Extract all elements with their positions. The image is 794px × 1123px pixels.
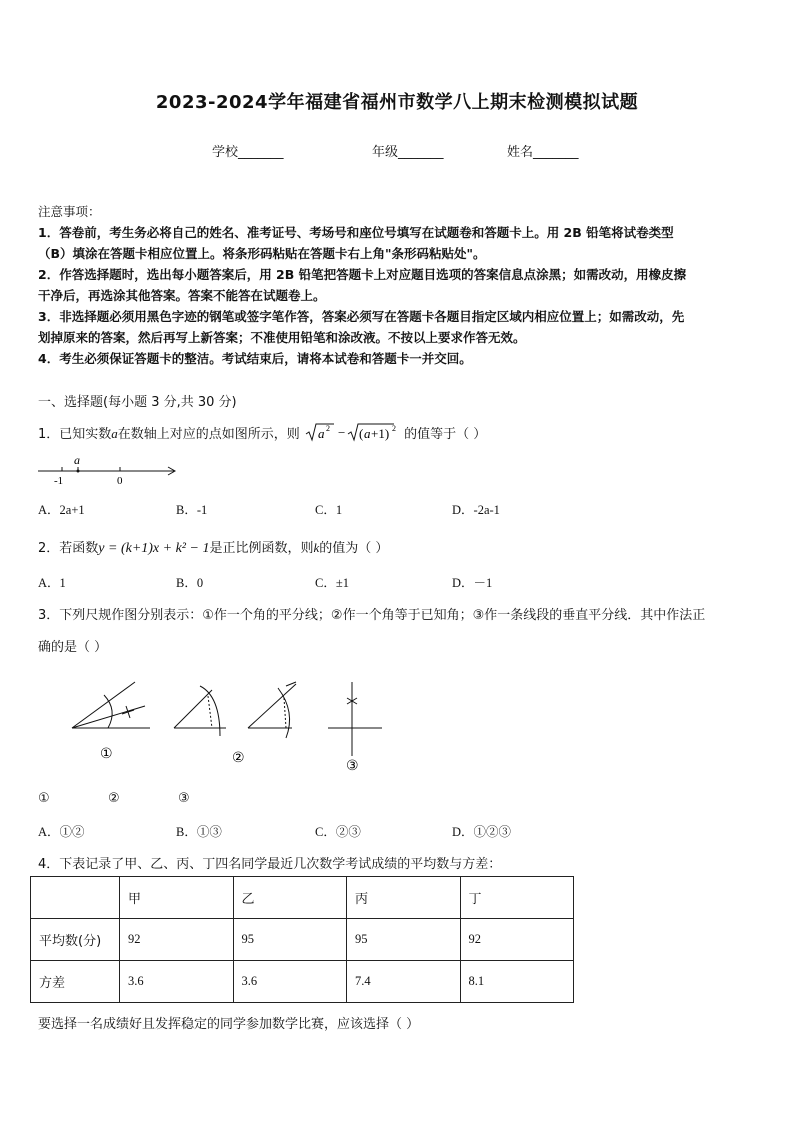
table-cell: 95 xyxy=(347,919,461,961)
table-cell: 3.6 xyxy=(233,961,347,1003)
grade-field: 年级_______ xyxy=(372,145,444,160)
svg-text:a: a xyxy=(363,426,371,441)
svg-text:+1): +1) xyxy=(370,426,390,441)
q1-prefix: 1．已知实数 xyxy=(38,427,112,442)
q1-option-c: C．1 xyxy=(315,503,343,517)
notice-line: 干净后，再选涂其他答案。答案不能答在试题卷上。 xyxy=(38,288,326,303)
q3-row-label-3: ③ xyxy=(178,791,190,806)
q3-row-label-1: ① xyxy=(38,791,50,806)
q1-suffix: 的值等于（ ） xyxy=(404,427,487,442)
point-a-label: a xyxy=(74,453,80,467)
table-header-cell: 乙 xyxy=(233,877,347,919)
table-row xyxy=(31,961,574,1003)
q2-option-d: D．－1 xyxy=(452,576,493,590)
q1-option-a: A．2a+1 xyxy=(38,503,85,517)
q2-var: k xyxy=(313,540,320,555)
q3-option-c: C．②③ xyxy=(315,825,361,839)
q2-option-c: C．±1 xyxy=(315,576,349,590)
table-header-cell: 丁 xyxy=(460,877,574,919)
table-cell: 7.4 xyxy=(347,961,461,1003)
construction-figures xyxy=(60,676,400,772)
table-cell: 3.6 xyxy=(120,961,234,1003)
q3-row-label-2: ② xyxy=(108,791,120,806)
svg-text:(: ( xyxy=(358,426,364,441)
figure-3-label: ③ xyxy=(346,758,359,772)
notice-line: 4．考生必须保证答题卡的整洁。考试结束后，请将本试卷和答题卡一并交回。 xyxy=(38,351,472,366)
table-cell: 8.1 xyxy=(460,961,574,1003)
school-field: 学校_______ xyxy=(212,145,284,160)
table-header-row xyxy=(31,877,574,919)
notice-line: 划掉原来的答案，然后再写上新答案；不准使用铅笔和涂改液。不按以上要求作答无效。 xyxy=(38,330,526,345)
notice-heading: 注意事项： xyxy=(38,204,101,219)
question-1 xyxy=(38,422,486,444)
name-field: 姓名_______ xyxy=(507,145,579,160)
q2-prefix: 2．若函数 xyxy=(38,541,99,556)
figure-perpendicular xyxy=(328,682,382,772)
svg-text:a: a xyxy=(317,426,325,441)
q3-option-a: A．①② xyxy=(38,825,85,839)
q2-formula: y = (k+1)x + k² − 1 xyxy=(98,541,210,556)
table-cell: 方差 xyxy=(31,961,120,1003)
q2-suffix: 的值为（ ） xyxy=(319,541,389,556)
q2-option-a: A．1 xyxy=(38,576,66,590)
question-4: 4．下表记录了甲、乙、丙、丁四名同学最近几次数学考试成绩的平均数与方差： xyxy=(38,857,502,872)
table-cell: 平均数(分) xyxy=(31,919,120,961)
question-4-prompt: 要选择一名成绩好且发挥稳定的同学参加数学比赛，应该选择（ ） xyxy=(38,1017,420,1032)
figure-angle-bisector xyxy=(72,682,150,762)
table-cell: 95 xyxy=(233,919,347,961)
question-3-line2: 确的是（ ） xyxy=(38,640,108,655)
q1-option-d: D．-2a-1 xyxy=(452,503,500,517)
page-title: 2023-2024学年福建省福州市数学八上期末检测模拟试题 xyxy=(155,92,639,113)
q1-radical-expression xyxy=(304,422,400,444)
question-2 xyxy=(38,537,388,557)
notice-line: （B）填涂在答题卡相应位置上。将条形码粘贴在答题卡右上角"条形码粘贴处"。 xyxy=(38,246,486,261)
svg-text:2: 2 xyxy=(391,424,396,433)
q3-option-d: D．①②③ xyxy=(452,825,512,839)
section-heading: 一、选择题(每小题 3 分,共 30 分) xyxy=(38,395,237,410)
figure-1-label: ① xyxy=(100,746,113,762)
q1-option-b: B．-1 xyxy=(176,503,208,517)
figure-2-label: ② xyxy=(232,750,245,766)
notice-line: 1．答卷前，考生务必将自己的姓名、准考证号、考场号和座位号填写在试题卷和答题卡上。用 2B 铅笔将试卷类型 xyxy=(38,225,674,240)
table-row xyxy=(31,919,574,961)
table-cell: 92 xyxy=(460,919,574,961)
notice-line: 3．非选择题必须用黑色字迹的钢笔或签字笔作答，答案必须写在答题卡各题目指定区域内相应位置上；如需改动，先 xyxy=(38,309,685,324)
scores-table xyxy=(30,876,574,1003)
q1-mid: 在数轴上对应的点如图所示，则 xyxy=(117,427,300,442)
figure-copy-angle xyxy=(174,686,245,766)
tick-label-zero: 0 xyxy=(117,475,123,486)
notice-line: 2．作答选择题时，选出每小题答案后，用 2B 铅笔把答题卡上对应题目选项的答案信息点涂黑；如需改动，用橡皮擦 xyxy=(38,267,687,282)
q3-option-b: B．①③ xyxy=(176,825,222,839)
question-3-line1: 3．下列尺规作图分别表示：①作一个角的平分线；②作一个角等于已知角；③作一条线段的垂直平分线．其中作法正 xyxy=(38,608,706,623)
svg-text:2: 2 xyxy=(325,424,330,433)
number-line-figure xyxy=(36,452,181,486)
figure-perp-bisector xyxy=(248,682,296,738)
tick-label-minus1: -1 xyxy=(54,475,64,486)
table-header-cell xyxy=(31,877,120,919)
table-cell: 92 xyxy=(120,919,234,961)
q2-option-b: B．0 xyxy=(176,576,204,590)
q2-mid: 是正比例函数，则 xyxy=(209,541,314,556)
table-header-cell: 甲 xyxy=(120,877,234,919)
svg-text:−: − xyxy=(337,425,346,440)
table-header-cell: 丙 xyxy=(347,877,461,919)
q1-var: a xyxy=(111,426,118,441)
